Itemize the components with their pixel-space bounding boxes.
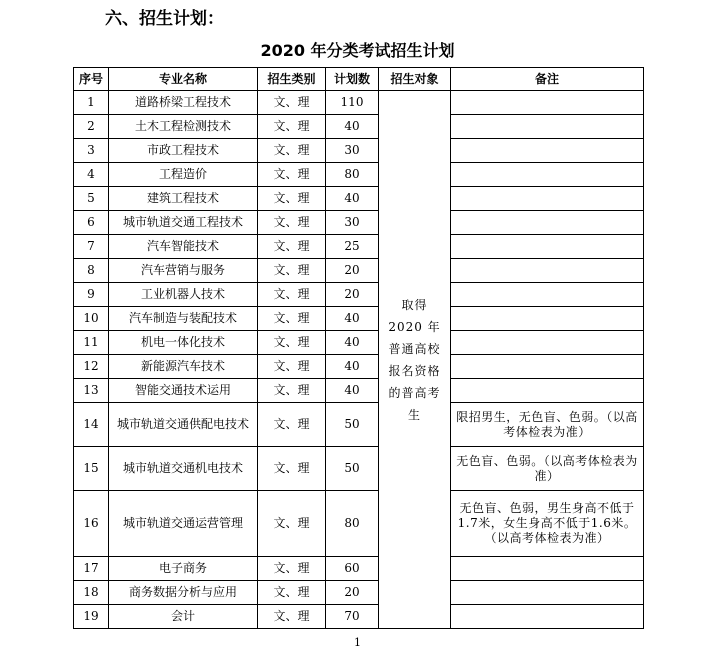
row-plan: 30 [326,139,379,163]
row-no: 6 [74,211,109,235]
row-note [451,187,644,211]
table-row [74,447,644,491]
row-major: 市政工程技术 [109,139,258,163]
table-row [74,91,644,115]
row-no: 14 [74,403,109,447]
row-plan: 30 [326,211,379,235]
row-note: 无色盲、色弱，男生身高不低于1.7米，女生身高不低于1.6米。（以高考体检表为准） [451,491,644,557]
row-note [451,211,644,235]
target-group-cell: 取得 2020 年普通高校报名资格的普高考生 [379,91,451,629]
row-no: 5 [74,187,109,211]
row-no: 18 [74,581,109,605]
row-major: 城市轨道交通运营管理 [109,491,258,557]
table-row [74,491,644,557]
row-major: 机电一体化技术 [109,331,258,355]
row-major: 工业机器人技术 [109,283,258,307]
table-row [74,163,644,187]
row-major: 商务数据分析与应用 [109,581,258,605]
row-plan: 40 [326,187,379,211]
table-row [74,259,644,283]
section-heading: 六、招生计划： [105,9,224,29]
row-category: 文、理 [258,331,326,355]
row-note [451,283,644,307]
row-major: 汽车营销与服务 [109,259,258,283]
row-no: 17 [74,557,109,581]
row-note [451,557,644,581]
row-major: 城市轨道交通供配电技术 [109,403,258,447]
row-no: 2 [74,115,109,139]
table-row [74,307,644,331]
row-plan: 40 [326,115,379,139]
table-row [74,211,644,235]
row-category: 文、理 [258,581,326,605]
row-no: 19 [74,605,109,629]
row-no: 9 [74,283,109,307]
row-plan: 20 [326,581,379,605]
enrollment-plan-table [73,67,644,629]
row-major: 新能源汽车技术 [109,355,258,379]
table-row [74,355,644,379]
table-row [74,379,644,403]
row-no: 15 [74,447,109,491]
row-plan: 50 [326,447,379,491]
header-note: 备注 [451,68,644,91]
header-category: 招生类别 [258,68,326,91]
row-plan: 25 [326,235,379,259]
table-row [74,115,644,139]
table-row [74,331,644,355]
row-note [451,139,644,163]
row-major: 电子商务 [109,557,258,581]
row-major: 土木工程检测技术 [109,115,258,139]
header-major: 专业名称 [109,68,258,91]
row-plan: 20 [326,283,379,307]
row-note [451,259,644,283]
row-major: 汽车制造与装配技术 [109,307,258,331]
row-no: 1 [74,91,109,115]
row-no: 7 [74,235,109,259]
table-row [74,187,644,211]
row-plan: 20 [326,259,379,283]
row-category: 文、理 [258,163,326,187]
table-row [74,283,644,307]
row-major: 城市轨道交通机电技术 [109,447,258,491]
row-major: 道路桥梁工程技术 [109,91,258,115]
row-plan: 110 [326,91,379,115]
row-category: 文、理 [258,403,326,447]
header-no: 序号 [74,68,109,91]
row-plan: 80 [326,491,379,557]
row-category: 文、理 [258,115,326,139]
table-body [74,91,644,629]
row-note [451,379,644,403]
row-note [451,605,644,629]
header-target: 招生对象 [379,68,451,91]
row-note: 限招男生，无色盲、色弱。（以高考体检表为准） [451,403,644,447]
row-plan: 60 [326,557,379,581]
table-row [74,557,644,581]
row-no: 10 [74,307,109,331]
row-major: 城市轨道交通工程技术 [109,211,258,235]
row-category: 文、理 [258,187,326,211]
row-category: 文、理 [258,355,326,379]
row-category: 文、理 [258,447,326,491]
row-category: 文、理 [258,235,326,259]
row-note [451,355,644,379]
row-plan: 40 [326,379,379,403]
table-header-row [74,68,644,91]
row-plan: 70 [326,605,379,629]
header-plan: 计划数 [326,68,379,91]
row-note: 无色盲、色弱。（以高考体检表为准） [451,447,644,491]
row-no: 3 [74,139,109,163]
row-major: 智能交通技术运用 [109,379,258,403]
row-category: 文、理 [258,379,326,403]
row-category: 文、理 [258,91,326,115]
row-major: 汽车智能技术 [109,235,258,259]
row-note [451,163,644,187]
page-number: 1 [354,636,361,649]
row-note [451,581,644,605]
row-note [451,331,644,355]
row-no: 13 [74,379,109,403]
row-category: 文、理 [258,491,326,557]
row-major: 建筑工程技术 [109,187,258,211]
row-category: 文、理 [258,259,326,283]
row-note [451,91,644,115]
table-row [74,139,644,163]
row-no: 4 [74,163,109,187]
row-note [451,307,644,331]
row-category: 文、理 [258,283,326,307]
row-category: 文、理 [258,557,326,581]
row-no: 16 [74,491,109,557]
table-row [74,581,644,605]
row-no: 12 [74,355,109,379]
row-note [451,235,644,259]
plan-title: 2020 年分类考试招生计划 [260,41,455,60]
row-major: 工程造价 [109,163,258,187]
row-no: 8 [74,259,109,283]
row-plan: 40 [326,307,379,331]
table-row [74,235,644,259]
row-category: 文、理 [258,605,326,629]
row-major: 会计 [109,605,258,629]
row-plan: 40 [326,355,379,379]
table-row [74,403,644,447]
row-plan: 40 [326,331,379,355]
row-plan: 80 [326,163,379,187]
row-note [451,115,644,139]
table-row [74,605,644,629]
row-category: 文、理 [258,139,326,163]
row-plan: 50 [326,403,379,447]
row-no: 11 [74,331,109,355]
row-category: 文、理 [258,307,326,331]
row-category: 文、理 [258,211,326,235]
